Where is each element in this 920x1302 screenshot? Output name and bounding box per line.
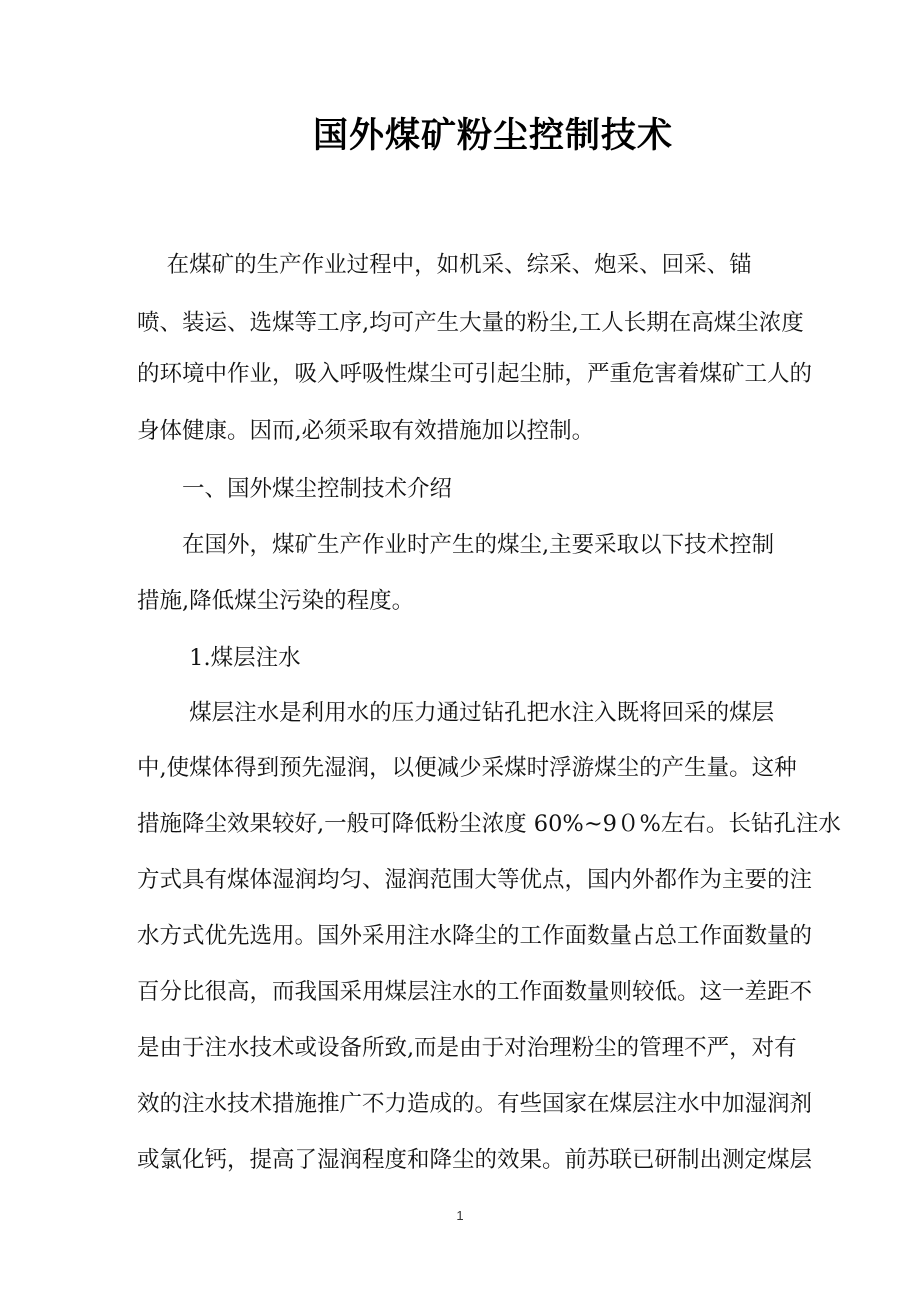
paragraph-line: 是由于注水技术或设备所致,而是由于对治理粉尘的管理不严，对有 bbox=[137, 1035, 797, 1061]
paragraph-line: 喷、装运、选煤等工序,均可产生大量的粉尘,工人长期在高煤尘浓度 bbox=[137, 310, 804, 336]
page-number: 1 bbox=[456, 1208, 464, 1223]
paragraph-line: 措施,降低煤尘污染的程度。 bbox=[137, 588, 415, 614]
paragraph-line: 效的注水技术措施推广不力造成的。有些国家在煤层注水中加湿润剂 bbox=[137, 1091, 813, 1117]
paragraph-line: 方式具有煤体湿润均匀、湿润范围大等优点，国内外都作为主要的注 bbox=[137, 867, 813, 893]
paragraph-line: 中,使煤体得到预先湿润，以便减少采煤时浮游煤尘的产生量。这种 bbox=[137, 755, 797, 781]
paragraph-line: 的环境中作业，吸入呼吸性煤尘可引起尘肺，严重危害着煤矿工人的 bbox=[137, 361, 813, 387]
paragraph-line: 或氯化钙，提高了湿润程度和降尘的效果。前苏联已研制出测定煤层 bbox=[137, 1147, 813, 1173]
paragraph-line: 煤层注水是利用水的压力通过钻孔把水注入既将回采的煤层 bbox=[137, 700, 775, 726]
paragraph-line: 身体健康。因而,必须采取有效措施加以控制。 bbox=[137, 418, 595, 444]
paragraph-line: 措施降尘效果较好,一般可降低粉尘浓度 60%~9０%左右。长钻孔注水 bbox=[137, 811, 841, 837]
section-heading: 一、国外煤尘控制技术介绍 bbox=[137, 476, 453, 502]
subsection-heading: 1.煤层注水 bbox=[137, 645, 301, 671]
paragraph-line: 百分比很高，而我国采用煤层注水的工作面数量则较低。这一差距不 bbox=[137, 979, 813, 1005]
paragraph-line: 在国外，煤矿生产作业时产生的煤尘,主要采取以下技术控制 bbox=[137, 532, 775, 558]
paragraph-line: 水方式优先选用。国外采用注水降尘的工作面数量占总工作面数量的 bbox=[137, 923, 813, 949]
paragraph-line: 在煤矿的生产作业过程中，如机采、综采、炮采、回采、锚 bbox=[137, 252, 752, 278]
document-title: 国外煤矿粉尘控制技术 bbox=[312, 116, 673, 156]
